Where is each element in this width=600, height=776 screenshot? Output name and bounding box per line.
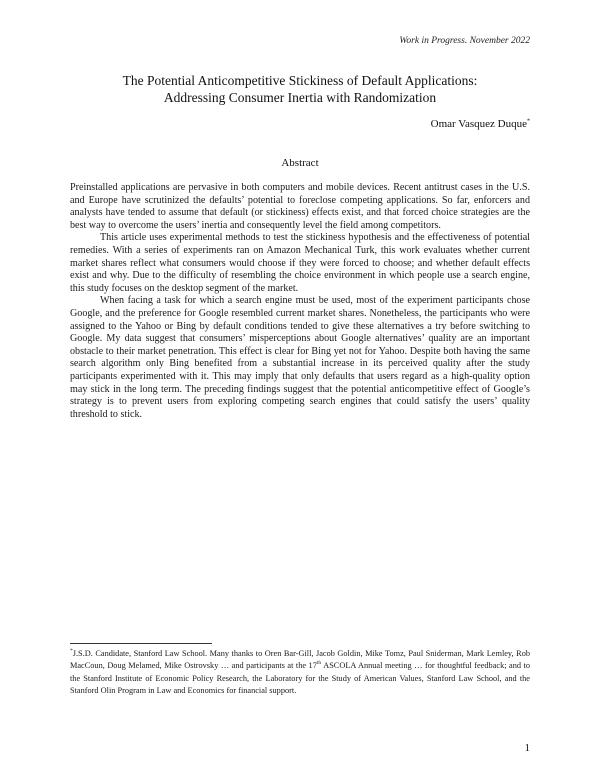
title-line-1: The Potential Anticompetitive Stickiness of Default Applications: <box>122 73 478 88</box>
title-line-2: Addressing Consumer Inertia with Randomization <box>163 90 437 105</box>
page-number: 1 <box>524 742 530 754</box>
header-note: Work in Progress. November 2022 <box>399 36 530 46</box>
footnote-text-2: ASCOLA Annual meeting … for thoughtful feedback; and to the Stanford Institute of Economic Policy Research, the Laboratory for the Study of American Values, Stanford Law School, and the Stanford Olin Program in Law and Economics for financial support. <box>70 661 530 695</box>
footnote-text-1: J.S.D. Candidate, Stanford Law School. Many thanks to Oren Bar-Gill, Jacob Goldin, Mike Tomz, Paul Sniderman, Mark Lemley, Rob MacCoun, Doug Melamed, Mike Ostrovsky … and participants at the 17 <box>70 649 530 671</box>
abstract-paragraph-2: This article uses experimental methods to test the stickiness hypothesis and the effectiveness of potential remedies. With a series of experiments ran on Amazon Mechanical Turk, this work evaluates whether current market shares reflect what consumers would choose if they were forced to choose; and whether default effects exist and why. Due to the difficulty of resembling the choice environment in which people use a search engine, this study focuses on the desktop segment of the market. <box>70 232 530 294</box>
author-name-text: Omar Vasquez Duque <box>430 118 527 130</box>
footnote-superscript: th <box>316 660 322 667</box>
abstract-paragraph-3: When facing a task for which a search engine must be used, most of the experiment participants chose Google, and the preference for Google resembled current market shares. Nonetheless, the participants who were assigned to the Yahoo or Bing by default conditions tended to give these alternatives a try before switching to Google. My data suggest that consumers’ misperceptions about Google alternatives’ quality are an important obstacle to their market penetration. This effect is clear for Bing yet not for Yahoo. Despite both having the same search algorithm only Bing benefited from a substantial increase in its perceived quality after the study participants experimented with it. This may imply that only defaults that users regard as a high-quality option may stick in the long term. The preceding findings suggest that the potential anticompetitive effect of Google’s strategy is to prevent users from exploring competing search engines that could satisfy the users’ quality threshold to stick. <box>70 295 530 420</box>
abstract-body <box>70 182 530 421</box>
footnote-marker: * <box>70 648 73 655</box>
abstract-heading: Abstract <box>281 157 319 169</box>
author-name <box>431 118 530 130</box>
abstract-paragraph-1: Preinstalled applications are pervasive in both computers and mobile devices. Recent antitrust cases in the U.S. and Europe have scrutinized the defaults’ potential to foreclose competing applications. So far, enforcers and analysts have tended to assume that default (or stickiness) effects exist, and that forced choice strategies are the best way to overcome the users’ inertia and consequently level the field among competitors. <box>70 182 530 231</box>
footnote <box>70 648 530 697</box>
footnote-divider <box>70 643 212 644</box>
author-footnote-marker: * <box>527 118 530 125</box>
paper-title <box>60 72 540 106</box>
